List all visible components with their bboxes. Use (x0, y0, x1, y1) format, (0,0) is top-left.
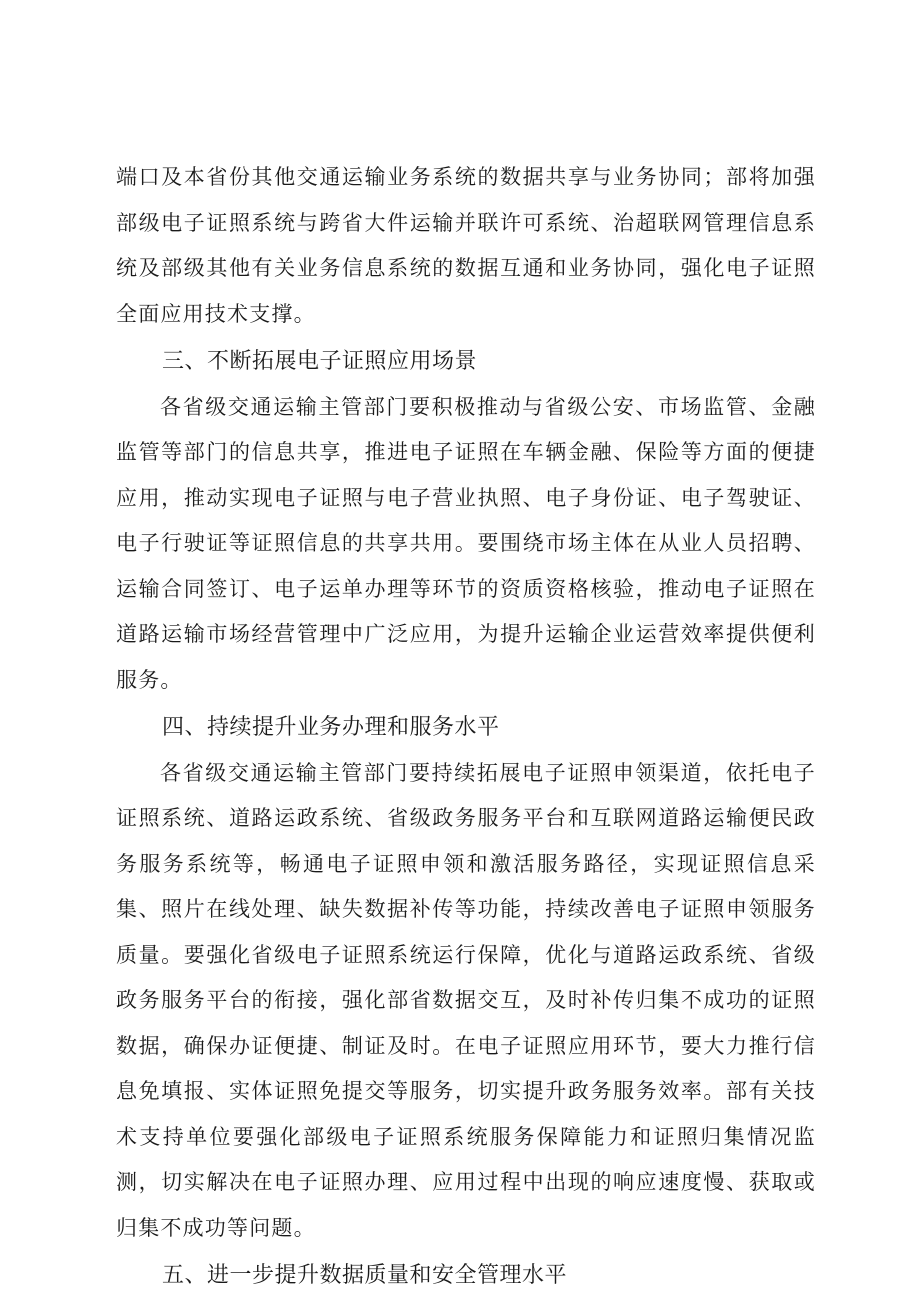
paragraph-application-scenarios: 各省级交通运输主管部门要积极推动与省级公安、市场监管、金融监管等部门的信息共享，推进电子证照在车辆金融、保险等方面的便捷应用，推动实现电子证照与电子营业执照、电子身份证、电子驾驶证、电子行驶证等证照信息的共享共用。要围绕市场主体在从业人员招聘、运输合同签订、电子运单办理等环节的资质资格核验，推动电子证照在道路运输市场经营管理中广泛应用，为提升运输企业运营效率提供便利服务。 (116, 394, 816, 692)
section-heading-4: 四、持续提升业务办理和服务水平 (162, 715, 500, 740)
section-heading-3: 三、不断拓展电子证照应用场景 (162, 349, 478, 374)
paragraph-data-sharing: 端口及本省份其他交通运输业务系统的数据共享与业务协同；部将加强部级电子证照系统与跨省大件运输并联许可系统、治超联网管理信息系统及部级其他有关业务信息系统的数据互通和业务协同，强化电子证照全面应用技术支撑。 (116, 165, 816, 326)
document-body (116, 155, 816, 1299)
paragraph-service-level: 各省级交通运输主管部门要持续拓展电子证照申领渠道，依托电子证照系统、道路运政系统、省级政务服务平台和互联网道路运输便民政务服务系统等，畅通电子证照申领和激活服务路径，实现证照信息采集、照片在线处理、缺失数据补传等功能，持续改善电子证照申领服务质量。要强化省级电子证照系统运行保障，优化与道路运政系统、省级政务服务平台的衔接，强化部省数据交互，及时补传归集不成功的证照数据，确保办证便捷、制证及时。在电子证照应用环节，要大力推行信息免填报、实体证照免提交等服务，切实提升政务服务效率。部有关技术支持单位要强化部级电子证照系统服务保障能力和证照归集情况监测，切实解决在电子证照办理、应用过程中出现的响应速度慢、获取或归集不成功等问题。 (116, 760, 816, 1240)
section-heading-5: 五、进一步提升数据质量和安全管理水平 (162, 1263, 568, 1288)
